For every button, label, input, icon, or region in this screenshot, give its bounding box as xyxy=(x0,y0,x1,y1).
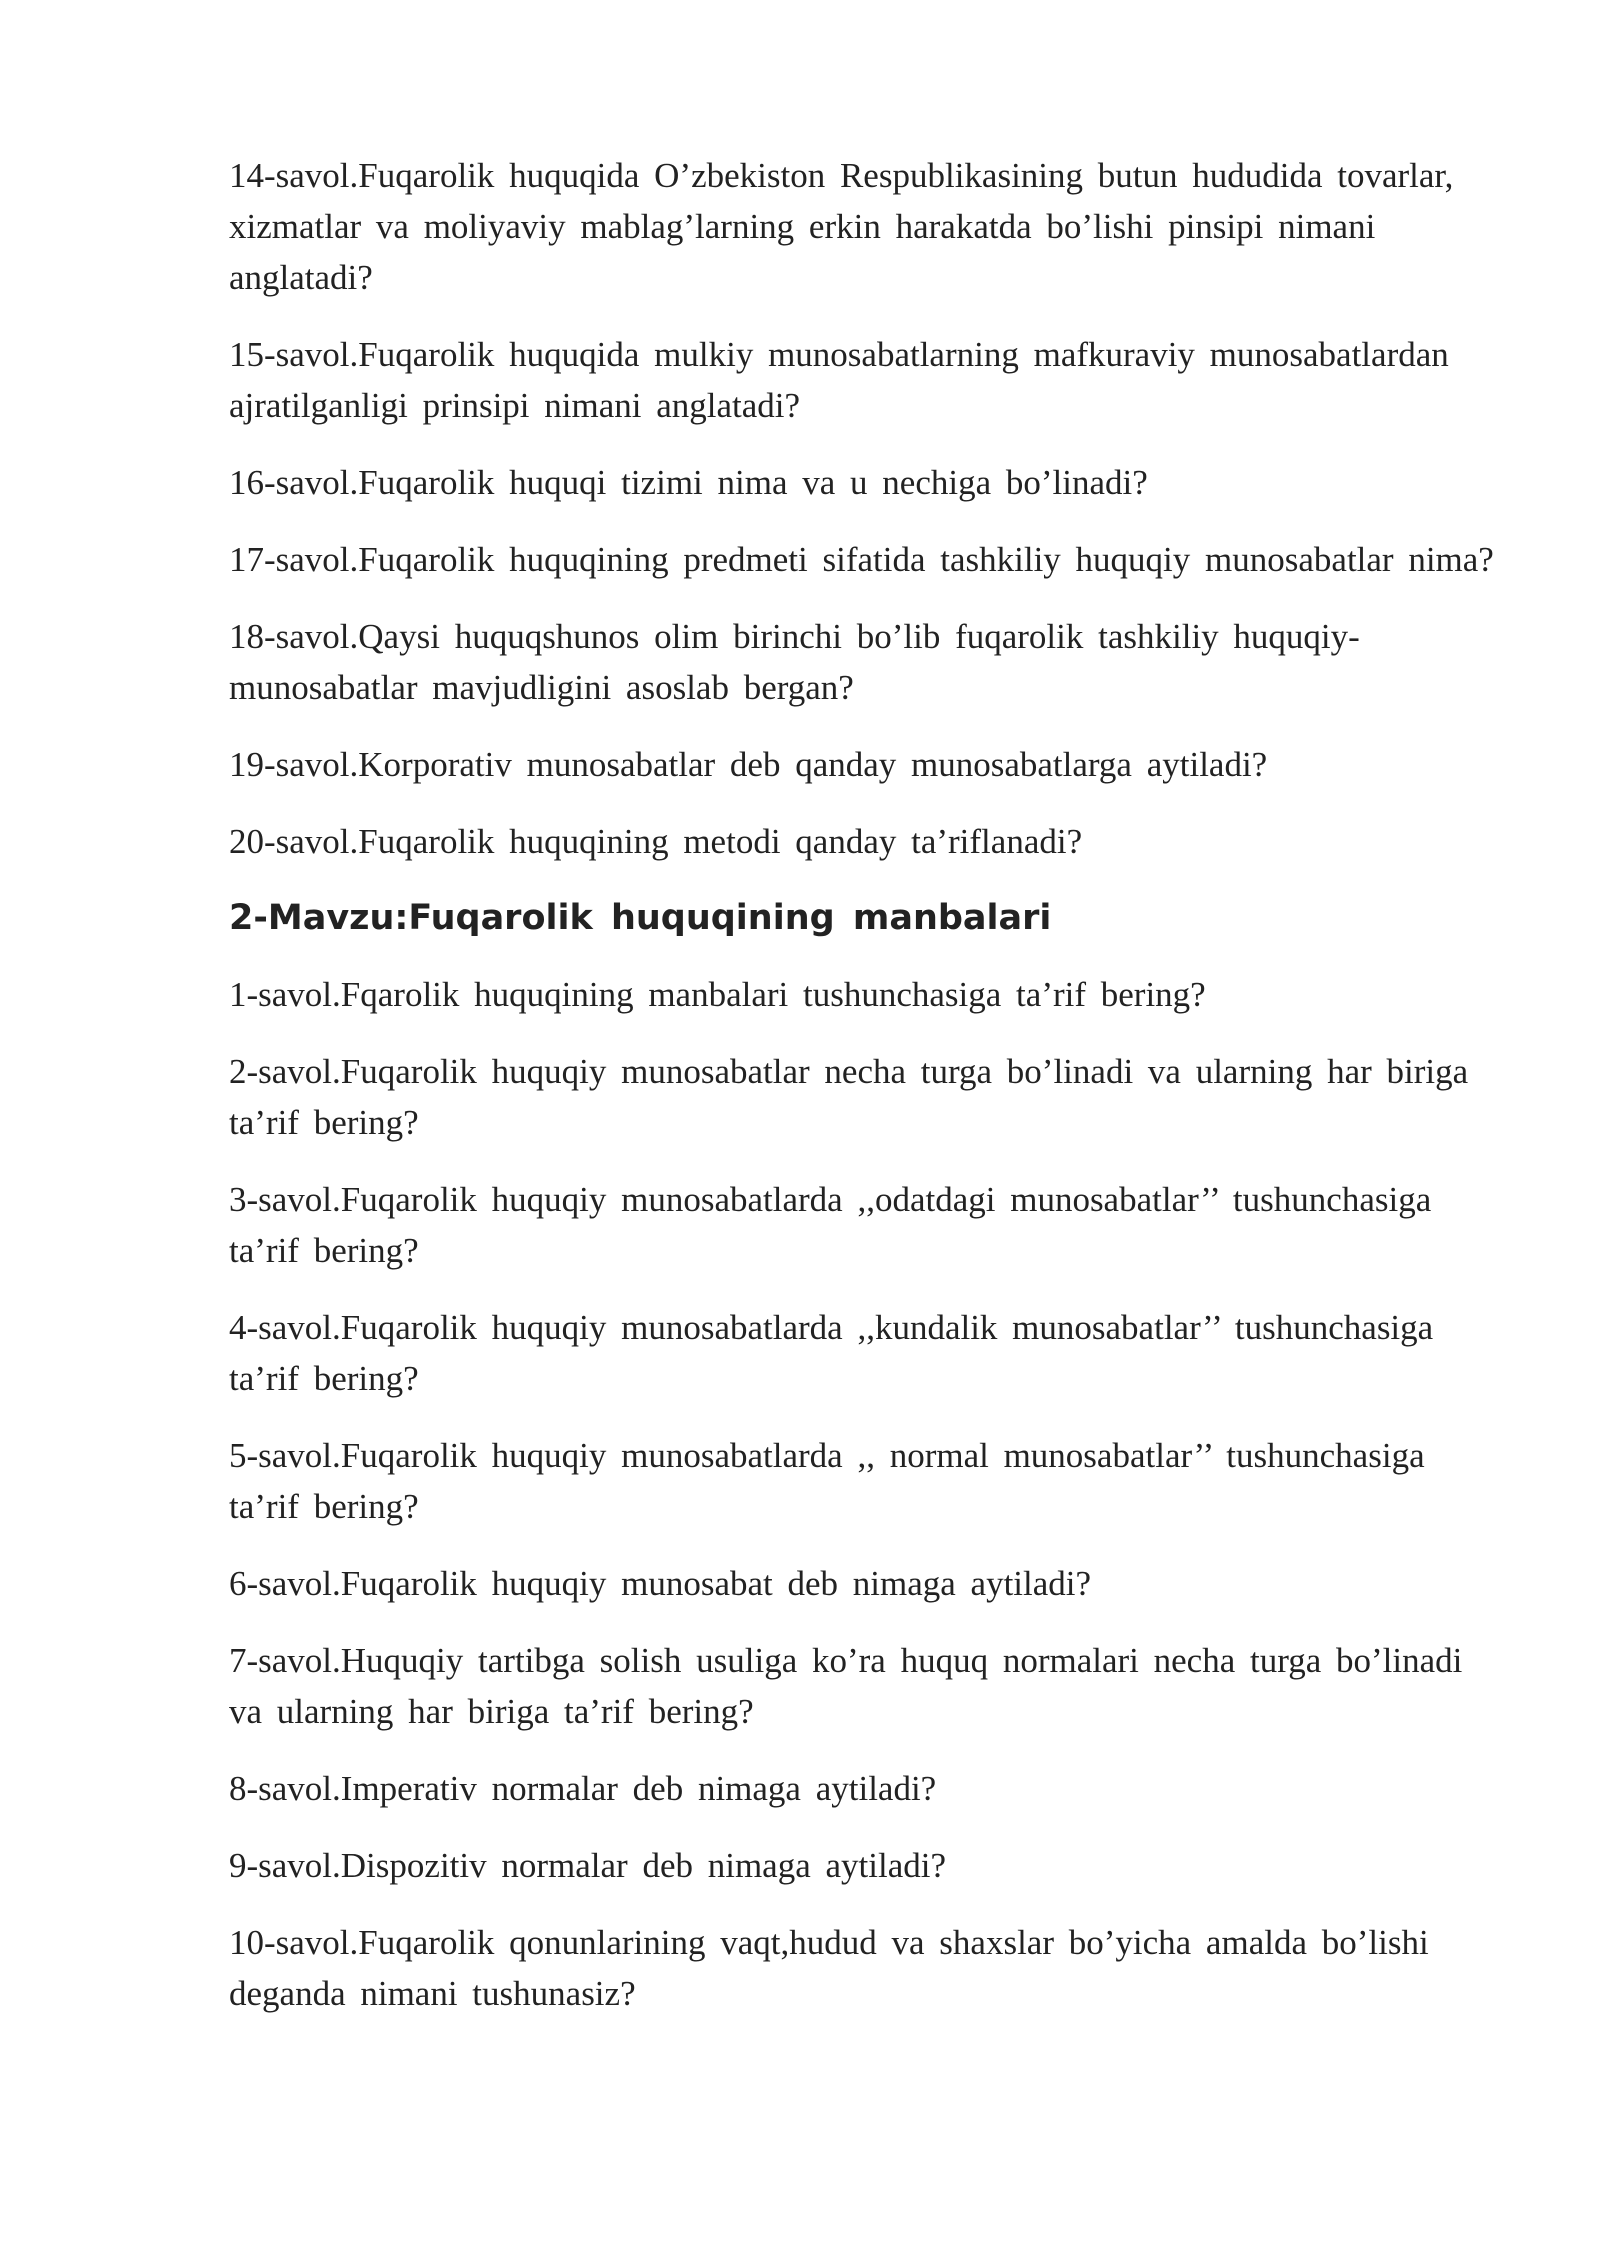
question-3: 3-savol.Fuqarolik huquqiy munosabatlarda ,,odatdagi munosabatlar’’ tushunchasiga ta’rif bering? xyxy=(229,1180,1432,1270)
question-6: 6-savol.Fuqarolik huquqiy munosabat deb nimaga aytiladi? xyxy=(229,1564,1092,1603)
question-19: 19-savol.Korporativ munosabatlar deb qanday munosabatlarga aytiladi? xyxy=(229,745,1268,784)
question-14: 14-savol.Fuqarolik huquqida O’zbekiston Respublikasining butun hududida tovarlar, xizmatlar va moliyaviy mablag’larning erkin harakatda bo’lishi pinsipi nimani anglatadi? xyxy=(229,156,1454,297)
question-1: 1-savol.Fqarolik huquqining manbalari tushunchasiga ta’rif bering? xyxy=(229,975,1206,1014)
question-4: 4-savol.Fuqarolik huquqiy munosabatlarda ,,kundalik munosabatlar’’ tushunchasiga ta’rif bering? xyxy=(229,1308,1434,1398)
question-18: 18-savol.Qaysi huquqshunos olim birinchi bo’lib fuqarolik tashkiliy huquqiy-munosabatlar mavjudligini asoslab bergan? xyxy=(229,617,1360,707)
question-10: 10-savol.Fuqarolik qonunlarining vaqt,hudud va shaxslar bo’yicha amalda bo’lishi deganda nimani tushunasiz? xyxy=(229,1923,1429,2013)
question-8: 8-savol.Imperativ normalar deb nimaga aytiladi? xyxy=(229,1769,937,1808)
question-15: 15-savol.Fuqarolik huquqida mulkiy munosabatlarning mafkuraviy munosabatlardan ajratilganligi prinsipi nimani anglatadi? xyxy=(229,335,1449,425)
question-5: 5-savol.Fuqarolik huquqiy munosabatlarda ,, normal munosabatlar’’ tushunchasiga ta’rif bering? xyxy=(229,1436,1425,1526)
question-17: 17-savol.Fuqarolik huquqining predmeti sifatida tashkiliy huquqiy munosabatlar nima? xyxy=(229,540,1494,579)
question-16: 16-savol.Fuqarolik huquqi tizimi nima va u nechiga bo’linadi? xyxy=(229,463,1148,502)
question-9: 9-savol.Dispozitiv normalar deb nimaga aytiladi? xyxy=(229,1846,946,1885)
document-content xyxy=(229,150,1499,2045)
section-heading: 2-Mavzu:Fuqarolik huquqining manbalari xyxy=(229,898,1052,938)
question-7: 7-savol.Huquqiy tartibga solish usuliga ko’ra huquq normalari necha turga bo’linadi va ularning har biriga ta’rif bering? xyxy=(229,1641,1463,1731)
question-20: 20-savol.Fuqarolik huquqining metodi qanday ta’riflanadi? xyxy=(229,822,1083,861)
question-2: 2-savol.Fuqarolik huquqiy munosabatlar necha turga bo’linadi va ularning har biriga ta’rif bering? xyxy=(229,1052,1469,1142)
